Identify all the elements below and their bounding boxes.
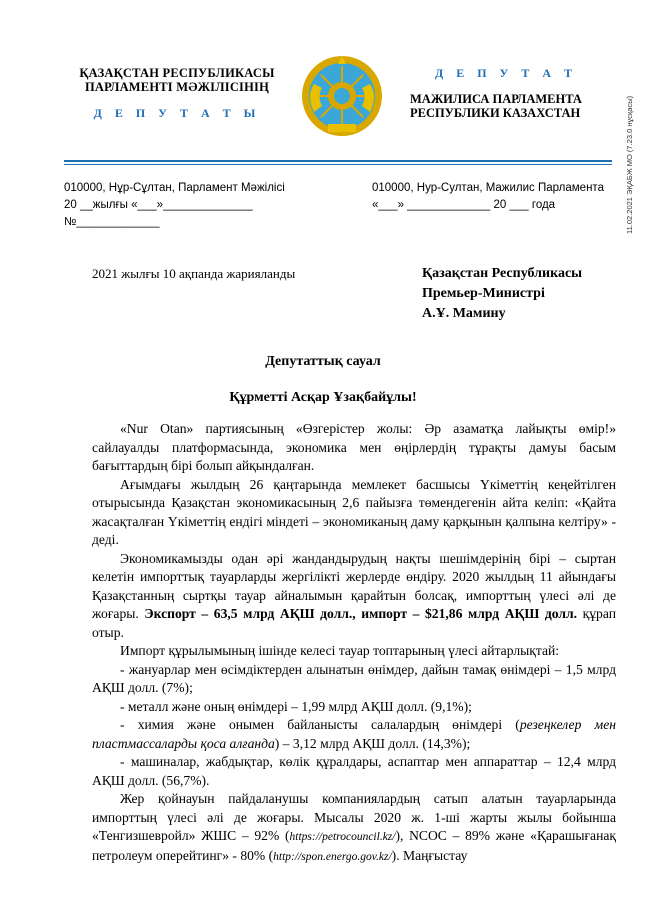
paragraph-5-link-1: https://petrocouncil.kz/ bbox=[289, 831, 396, 843]
addressee-line1: Қазақстан Республикасы bbox=[422, 266, 583, 281]
paragraph-5-text: Жер қойнауын пайдаланушы компаниялардың сатып алатын тауарларында импорттың үлесі әлі де жоғары. Мысалы 2020 ж. 1-ші жарты жылы бойынша «Тенгизшевройл» ЖШС – 92% ( bbox=[92, 791, 616, 843]
state-emblem bbox=[300, 54, 384, 138]
paragraph-5-link-2: http://spon.energo.gov.kz/ bbox=[273, 850, 392, 863]
header-left-deputy: Д Е П У Т А Т Ы bbox=[93, 106, 261, 120]
address-right-date: «___» _____________ 20 ___ года bbox=[372, 199, 556, 211]
header-divider-thin bbox=[64, 164, 612, 165]
address-right bbox=[372, 180, 604, 214]
salutation: Құрметті Асқар Ұзақбайұлы! bbox=[229, 390, 417, 405]
bullet-4: - машиналар, жабдықтар, көлік құралдары, аспаптар мен аппараттар – 12,4 млрд АҚШ долл. (56,7%). bbox=[92, 754, 616, 788]
paragraph-5 bbox=[92, 790, 616, 866]
header-right bbox=[406, 66, 606, 120]
header-divider bbox=[64, 160, 612, 162]
paragraph-4: Импорт құрылымының ішінде келесі тауар топтарының үлесі айтарлықтай: bbox=[120, 643, 560, 658]
address-left-line: 010000, Нұр-Сұлтан, Парламент Мәжілісі bbox=[64, 182, 285, 194]
document-title: Депутаттық сауал bbox=[265, 354, 381, 369]
paragraph-2: Ағымдағы жылдың 26 қаңтарында мемлекет басшысы Үкіметтің кеңейтілген отырысында Қазақстан экономикасының 2,6 пайызға төмендегенін айта келіп: «Қайта жасақталған Үкіметтің ендігі міндеті – экономиканың даму қарқынын қалпына келтіру» - деді. bbox=[92, 476, 616, 547]
addressee-line3: А.Ұ. Мамину bbox=[422, 306, 506, 321]
side-stamp bbox=[615, 74, 634, 234]
addressee bbox=[422, 264, 582, 324]
bullet-2: - металл және оның өнімдері – 1,99 млрд АҚШ долл. (9,1%); bbox=[120, 698, 472, 714]
published-note: 2021 жылғы 10 ақпанда жарияланды bbox=[92, 266, 296, 281]
bullet-3-italic: резеңкелер мен пластмассаларды қоса алғанда bbox=[92, 717, 616, 751]
addressee-line2: Премьер-Министрі bbox=[422, 286, 545, 301]
address-left-number: №_____________ bbox=[64, 216, 160, 228]
header-left-line2: ПАРЛАМЕНТІ МӘЖІЛІСІНІҢ bbox=[84, 80, 270, 94]
address-left bbox=[64, 180, 285, 231]
bullet-3 bbox=[92, 716, 616, 753]
paragraph-3-end: құрап отыр. bbox=[92, 606, 616, 640]
header-right-line1: МАЖИЛИСА ПАРЛАМЕНТА bbox=[410, 92, 582, 106]
bullet-1: - жануарлар мен өсімдіктерден алынатын өнімдер, дайын тамақ өнімдері – 1,5 млрд АҚШ долл. (7%); bbox=[92, 661, 616, 695]
letter-body bbox=[92, 420, 616, 866]
header-right-deputy: Д Е П У Т А Т bbox=[434, 66, 578, 80]
paragraph-1: «Nur Otan» партиясының «Өзгерістер жолы: Әр азаматқа лайықты өмір!» сайлауалды платформасында, экономика мен өңірлердің тұрақты дамуы басым бағыттардың бірі болып айқындалған. bbox=[92, 421, 616, 473]
paragraph-3-bold: Экспорт – 63,5 млрд АҚШ долл., импорт – $21,86 млрд АҚШ долл. bbox=[144, 606, 578, 621]
bullet-3-end: ) – 3,12 млрд АҚШ долл. (14,3%); bbox=[274, 735, 471, 751]
bullet-3-text: - химия және онымен байланысты салалардың өнімдері ( bbox=[120, 717, 520, 732]
paragraph-3-text: Экономикамызды одан әрі жандандырудың нақты шешімдерінің бірі – сыртан келетін импорттық тауарларды жергілікті жерлерде өндіру. 2020 жылдың 11 айындағы Қазақстанның сыртқы тауар айналымын қарайтын болсақ, импорттың үлесі әлі де жоғары. bbox=[92, 550, 616, 621]
address-left-date: 20 __жылғы «___»______________ bbox=[64, 199, 253, 211]
paragraph-5-end: ). Маңғыстау bbox=[391, 847, 468, 863]
side-stamp-text: 11.02.2021 ЭҚАБЖ МО (7.23.0 нұсқасы) bbox=[625, 95, 634, 234]
state-emblem-icon bbox=[300, 54, 384, 138]
header-right-line2: РЕСПУБЛИКИ КАЗАХСТАН bbox=[410, 106, 581, 120]
address-right-line: 010000, Нур-Султан, Мажилис Парламента bbox=[372, 182, 604, 194]
header-left bbox=[72, 66, 282, 120]
header-left-line1: ҚАЗАҚСТАН РЕСПУБЛИКАСЫ bbox=[79, 66, 275, 80]
paragraph-5-mid: ), NCOC – 89% және «Қарашығанақ петролеум оперейтинг» - 80% ( bbox=[92, 828, 617, 863]
paragraph-3 bbox=[92, 550, 616, 643]
